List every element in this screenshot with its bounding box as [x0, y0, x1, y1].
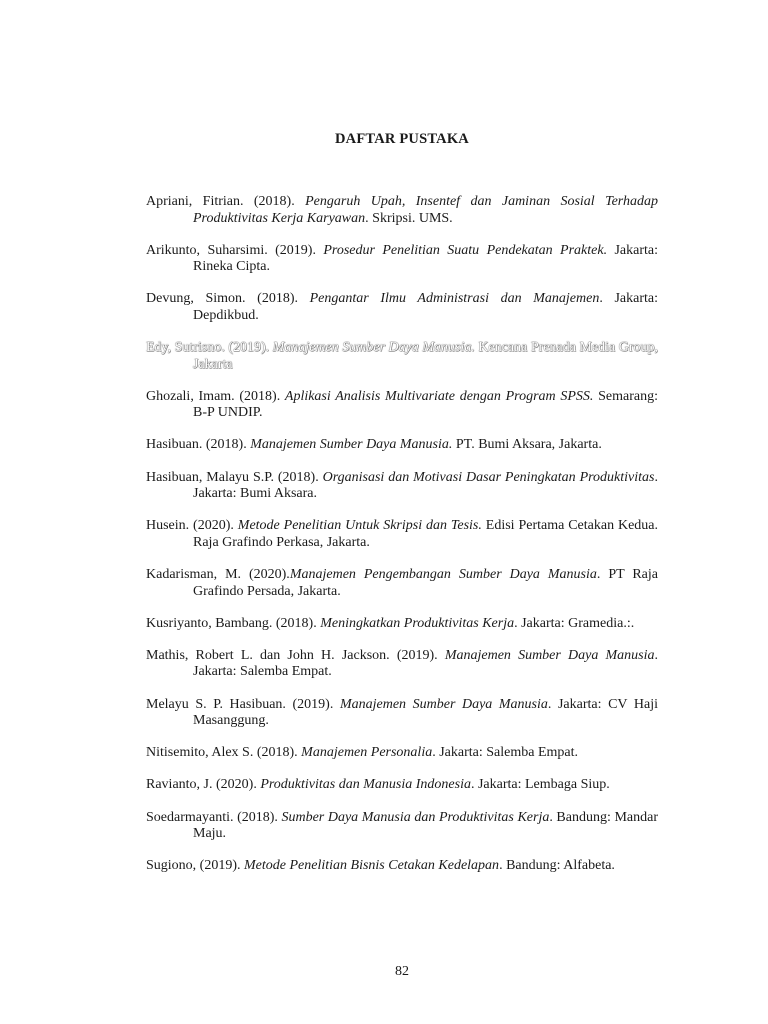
reference-publisher: . Jakarta: Salemba Empat. — [432, 745, 578, 761]
reference-entry — [146, 777, 658, 794]
reference-author: Arikunto, Suharsimi. (2019). — [146, 242, 324, 258]
reference-publisher: . Bandung: Alfabeta. — [499, 858, 615, 874]
reference-publisher: Semarang: B-P UNDIP. — [193, 388, 658, 421]
reference-author: Edy, Sutrisno. (2019). — [146, 340, 273, 356]
reference-entry — [146, 616, 658, 633]
reference-title: Metode Penelitian Bisnis Cetakan Kedelapan — [244, 858, 500, 874]
reference-publisher: . Skripsi. UMS. — [365, 210, 453, 226]
reference-title: Manajemen Personalia — [301, 745, 433, 761]
reference-author: Kadarisman, M. (2020). — [146, 567, 290, 582]
reference-author: Sugiono, (2019). — [146, 858, 244, 874]
reference-title: Manajemen Sumber Daya Manusia. — [272, 340, 475, 356]
reference-publisher: . Jakarta: Salemba Empat. — [193, 647, 659, 680]
reference-title: Aplikasi Analisis Multivariate dengan Program SPSS. — [284, 388, 594, 404]
reference-entry — [146, 745, 658, 762]
reference-title: Manajemen Sumber Daya Manusia — [444, 647, 655, 663]
reference-publisher: . PT Raja Grafindo Persada, Jakarta. — [193, 567, 659, 599]
reference-publisher: . Jakarta: Lembaga Siup. — [470, 777, 610, 793]
page-title: DAFTAR PUSTAKA — [335, 131, 469, 147]
reference-publisher: . Jakarta: Gramedia.:. — [514, 615, 635, 631]
reference-entry — [146, 858, 658, 875]
reference-title: Pengaruh Upah, Insentef dan Jaminan Sosial Terhadap Produktivitas Kerja Karyawan — [193, 194, 659, 226]
reference-entry — [146, 389, 658, 422]
page-number: 82 — [395, 964, 409, 979]
reference-entry-faded — [146, 340, 658, 373]
reference-publisher: . Jakarta: Bumi Aksara. — [193, 469, 658, 502]
reference-entry — [146, 437, 658, 454]
reference-list — [146, 180, 658, 891]
reference-title: Produktivitas dan Manusia Indonesia — [260, 777, 471, 793]
reference-author: Ravianto, J. (2020). — [146, 777, 261, 793]
reference-entry — [146, 697, 658, 730]
reference-author: Apriani, Fitrian. (2018). — [146, 194, 306, 209]
reference-entry — [146, 243, 658, 276]
reference-title: Pengantar Ilmu Administrasi dan Manajemen — [309, 291, 600, 307]
reference-title: Sumber Daya Manusia dan Produktivitas Kerja — [281, 809, 550, 825]
reference-author: Nitisemito, Alex S. (2018). — [146, 745, 302, 761]
reference-entry — [146, 567, 658, 600]
reference-title: Prosedur Penelitian Suatu Pendekatan Praktek. — [323, 242, 608, 258]
reference-author: Hasibuan. (2018). — [146, 437, 251, 453]
reference-author: Mathis, Robert L. dan John H. Jackson. (2019). — [146, 647, 445, 663]
reference-publisher: . Jakarta: CV Haji Masanggung. — [193, 696, 658, 729]
reference-title: Metode Penelitian Untuk Skripsi dan Tesis. — [237, 518, 482, 534]
reference-title: Meningkatkan Produktivitas Kerja — [320, 615, 515, 631]
reference-publisher: Edisi Pertama Cetakan Kedua. Raja Grafindo Perkasa, Jakarta. — [193, 518, 658, 550]
reference-author: Ghozali, Imam. (2018). — [146, 388, 285, 404]
reference-entry — [146, 291, 658, 324]
reference-entry — [146, 470, 658, 503]
reference-title: Organisasi dan Motivasi Dasar Peningkatan Produktivitas — [322, 469, 655, 485]
reference-author: Hasibuan, Malayu S.P. (2018). — [146, 469, 323, 485]
reference-title: Manajemen Sumber Daya Manusia — [339, 696, 548, 712]
reference-author: Kusriyanto, Bambang. (2018). — [146, 615, 321, 631]
reference-entry — [146, 648, 658, 681]
reference-publisher: Kencana Prenada Media Group, Jakarta — [193, 340, 659, 372]
reference-author: Devung, Simon. (2018). — [146, 291, 310, 307]
reference-publisher: Jakarta: Rineka Cipta. — [193, 242, 659, 275]
reference-title: Manajemen Sumber Daya Manusia. — [250, 437, 453, 453]
reference-author: Husein. (2020). — [146, 518, 238, 534]
reference-author: Soedarmayanti. (2018). — [146, 809, 282, 825]
reference-publisher: . Bandung: Mandar Maju. — [193, 809, 659, 842]
reference-entry — [146, 518, 658, 551]
reference-entry — [146, 810, 658, 843]
reference-author: Melayu S. P. Hasibuan. (2019). — [146, 696, 340, 712]
reference-entry — [146, 194, 658, 227]
reference-publisher: . Jakarta: Depdikbud. — [193, 291, 659, 323]
reference-publisher: PT. Bumi Aksara, Jakarta. — [452, 437, 602, 453]
reference-title: Manajemen Pengembangan Sumber Daya Manusia — [289, 567, 597, 582]
